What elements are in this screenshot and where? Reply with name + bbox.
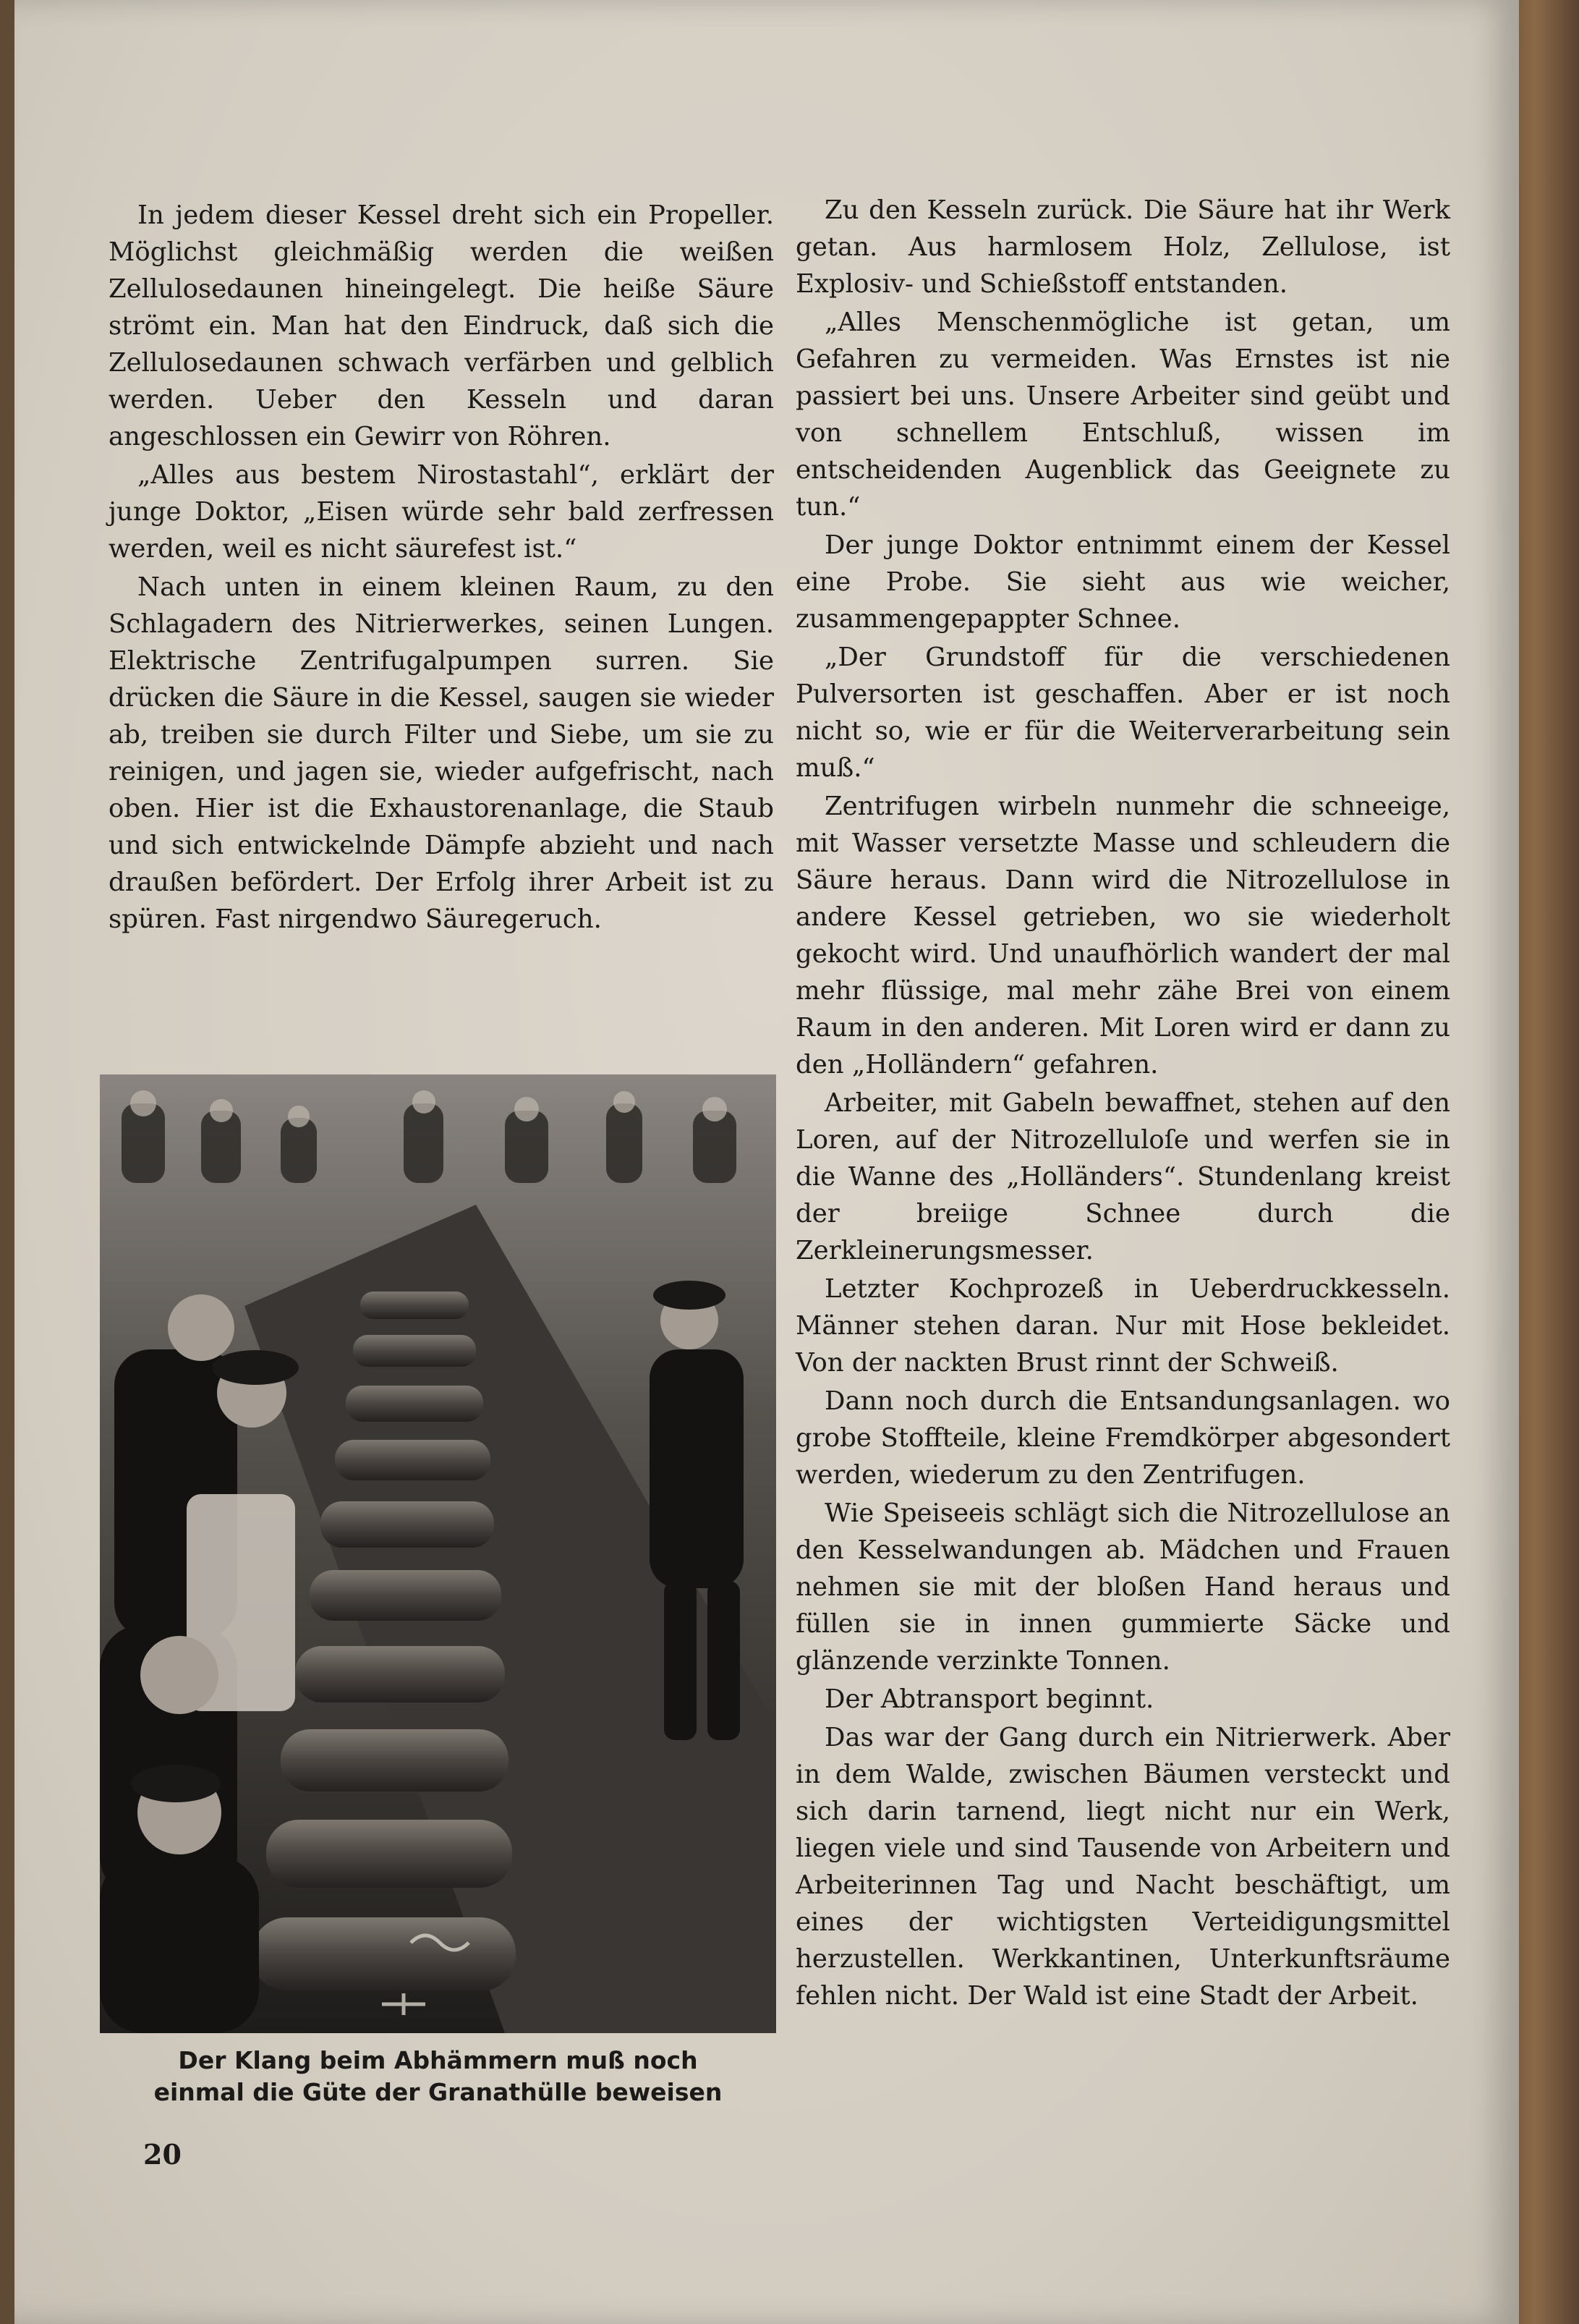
factory-photo: [100, 1074, 776, 2033]
paragraph: In jedem dieser Kessel dreht sich ein Propeller. Möglichst gleichmäßig werden die weißen Zellulosedaunen hineingelegt. Die heiße Säure strömt ein. Man hat den Eindruck, daß sich die Zellulosedaunen schwach verfärben und gelblich werden. Ueber den Kesseln und daran angeschlossen ein Gewirr von Röhren.: [108, 200, 774, 451]
paragraph: Letzter Kochprozeß in Ueberdruckkesseln. Männer stehen daran. Nur mit Hose bekleidet. Von der nackten Brust rinnt der Schweiß.: [796, 1274, 1450, 1378]
paragraph: „Alles Menschenmögliche ist getan, um Gefahren zu vermeiden. Was Ernstes ist nie passiert bei uns. Unsere Arbeiter sind geübt und von schnellem Entschluß, wissen im entscheidenden Augenblick das Geeignete zu tun.“: [796, 308, 1450, 522]
page-number: 20: [143, 2138, 182, 2171]
paragraph: Der junge Doktor entnimmt einem der Kessel eine Probe. Sie sieht aus wie weicher, zusammengepappter Schnee.: [796, 530, 1450, 634]
paragraph: Wie Speiseeis schlägt sich die Nitrozellulose an den Kesselwandungen ab. Mädchen und Frauen nehmen sie mit der bloßen Hand heraus und füllen sie in innen gummierte Säcke und glänzende verzinkte Tonnen.: [796, 1498, 1450, 1676]
caption-line: einmal die Güte der Granathülle beweisen: [153, 2078, 723, 2106]
paragraph: „Alles aus bestem Nirostastahl“, erklärt der junge Doktor, „Eisen würde sehr bald zerfressen werden, weil es nicht säurefest ist.“: [108, 460, 774, 564]
paragraph: Der Abtransport beginnt.: [825, 1684, 1154, 1714]
paragraph: Zentrifugen wirbeln nunmehr die schneeige, mit Wasser versetzte Masse und schleudern die Säure heraus. Dann wird die Nitrozellulose in andere Kessel getrieben, wo sie wiederholt gekocht wird. Und unaufhörlich wandert der mal mehr flüssige, mal mehr zähe Brei von einem Raum in den anderen. Mit Loren wird er dann zu den „Holländern“ gefahren.: [796, 792, 1450, 1080]
paragraph: Das war der Gang durch ein Nitrierwerk. Aber in dem Walde, zwischen Bäumen versteckt und sich darin tarnend, liegt nicht nur ein Werk, liegen viele und sind Tausende von Arbeitern und Arbeiterinnen Tag und Nacht beschäftigt, um eines der wichtigsten Verteidigungsmittel herzustellen. Werkkantinen, Unterkunftsräume fehlen nicht. Der Wald ist eine Stadt der Arbeit.: [796, 1723, 1450, 2011]
caption-line: Der Klang beim Abhämmern muß noch: [178, 2046, 698, 2074]
left-text-column: [108, 197, 774, 939]
right-text-column: [796, 192, 1450, 2016]
paragraph: Nach unten in einem kleinen Raum, zu den Schlagadern des Nitrierwerkes, seinen Lungen. Elektrische Zentrifugalpumpen surren. Sie drücken die Säure in die Kessel, saugen sie wieder ab, treiben sie durch Filter und Siebe, um sie zu reinigen, und jagen sie, wieder aufgefrischt, nach oben. Hier ist die Exhaustorenanlage, die Staub und sich entwickelnde Dämpfe abzieht und nach draußen befördert. Der Erfolg ihrer Arbeit ist zu spüren. Fast nirgendwo Säuregeruch.: [108, 572, 774, 934]
paragraph: Dann noch durch die Entsandungsanlagen. wo grobe Stoffteile, kleine Fremdkörper abgesondert werden, wiederum zu den Zentrifugen.: [796, 1386, 1450, 1490]
paragraph: „Der Grundstoff für die verschiedenen Pulversorten ist geschaffen. Aber er ist noch nicht so, wie er für die Weiterverarbeitung sein muß.“: [796, 643, 1450, 783]
photo-caption: [100, 2045, 776, 2108]
paragraph: Zu den Kesseln zurück. Die Säure hat ihr Werk getan. Aus harmlosem Holz, Zellulose, ist Explosiv- und Schießstoff entstanden.: [796, 195, 1450, 299]
factory-photo-image: [100, 1074, 776, 2033]
book-page: [14, 0, 1519, 2324]
paragraph: Arbeiter, mit Gabeln bewaffnet, stehen auf den Loren, auf der Nitrozelluloſe und werfen sie in die Wanne des „Holländers“. Stundenlang kreist der breiige Schnee durch die Zerkleinerungsmesser.: [796, 1088, 1450, 1265]
